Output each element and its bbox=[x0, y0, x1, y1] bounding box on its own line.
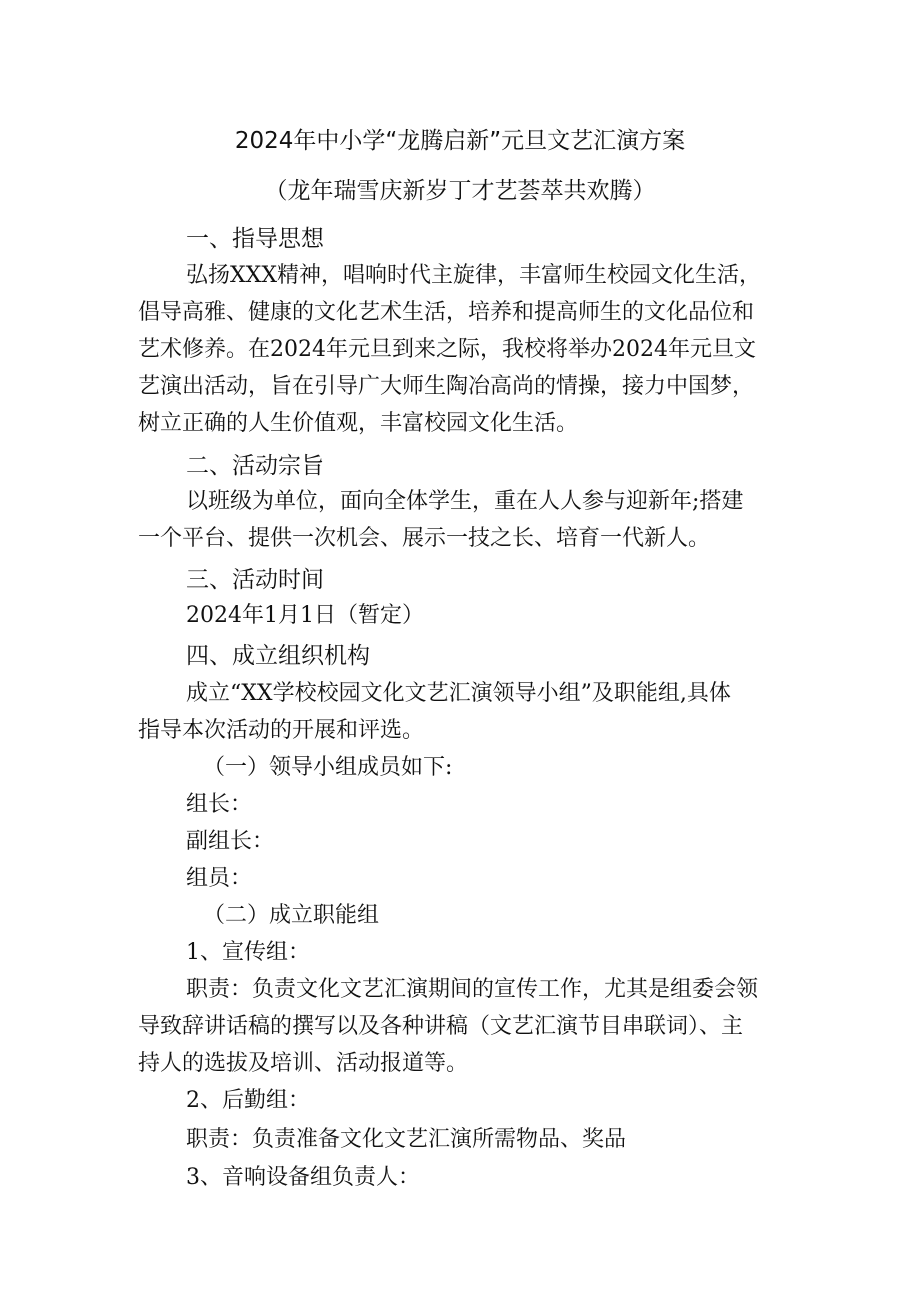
paragraph-line: 树立正确的人生价值观，丰富校园文化生活。 bbox=[138, 411, 579, 436]
paragraph-line: 成立“XX学校校园文化文艺汇演领导小组”及职能组,具体 bbox=[186, 681, 731, 706]
paragraph-line: 职责：负责文化文艺汇演期间的宣传工作，尤其是组委会领 bbox=[186, 977, 759, 1002]
paragraph-line: 2024年1月1日（暂定） bbox=[186, 603, 424, 628]
document-title: 2024年中小学“龙腾启新”元旦文艺汇演方案 bbox=[234, 128, 686, 154]
paragraph-line: 指导本次活动的开展和评选。 bbox=[138, 718, 425, 743]
section-heading-1: 一、指导思想 bbox=[186, 226, 324, 252]
paragraph-line: 组长： bbox=[186, 792, 253, 817]
paragraph-line: 艺演出活动，旨在引导广大师生陶冶高尚的情操，接力中国梦， bbox=[138, 374, 755, 399]
subsection-heading: （二）成立职能组 bbox=[203, 903, 380, 928]
paragraph-line: 组员： bbox=[186, 866, 253, 891]
section-heading-2: 二、活动宗旨 bbox=[186, 453, 324, 479]
paragraph-line: 副组长： bbox=[186, 829, 275, 854]
document-subtitle: （龙年瑞雪庆新岁丁才艺荟萃共欢腾） bbox=[264, 178, 656, 204]
paragraph-line: 以班级为单位，面向全体学生，重在人人参与迎新年;搭建 bbox=[186, 489, 744, 514]
paragraph-line: 持人的选拔及培训、活动报道等。 bbox=[138, 1051, 469, 1076]
paragraph-line: 1、宣传组： bbox=[186, 940, 310, 965]
paragraph-line: 一个平台、提供一次机会、展示一技之长、培育一代新人。 bbox=[138, 526, 711, 551]
paragraph-line: 2、后勤组： bbox=[186, 1088, 310, 1113]
paragraph-line: 3、音响设备组负责人： bbox=[186, 1165, 420, 1190]
subsection-heading: （一）领导小组成员如下: bbox=[203, 755, 453, 780]
section-heading-3: 三、活动时间 bbox=[186, 567, 324, 593]
section-heading-4: 四、成立组织机构 bbox=[186, 643, 370, 669]
paragraph-line: 弘扬XXX精神，唱响时代主旋律，丰富师生校园文化生活， bbox=[186, 263, 761, 288]
paragraph-line: 艺术修养。在2024年元旦到来之际，我校将举办2024年元旦文 bbox=[138, 337, 756, 362]
paragraph-line: 导致辞讲话稿的撰写以及各种讲稿（文艺汇演节目串联词）、主 bbox=[138, 1014, 744, 1039]
paragraph-line: 倡导高雅、健康的文化艺术生活，培养和提高师生的文化品位和 bbox=[138, 300, 755, 325]
paragraph-line: 职责：负责准备文化文艺汇演所需物品、奖品 bbox=[186, 1127, 627, 1152]
